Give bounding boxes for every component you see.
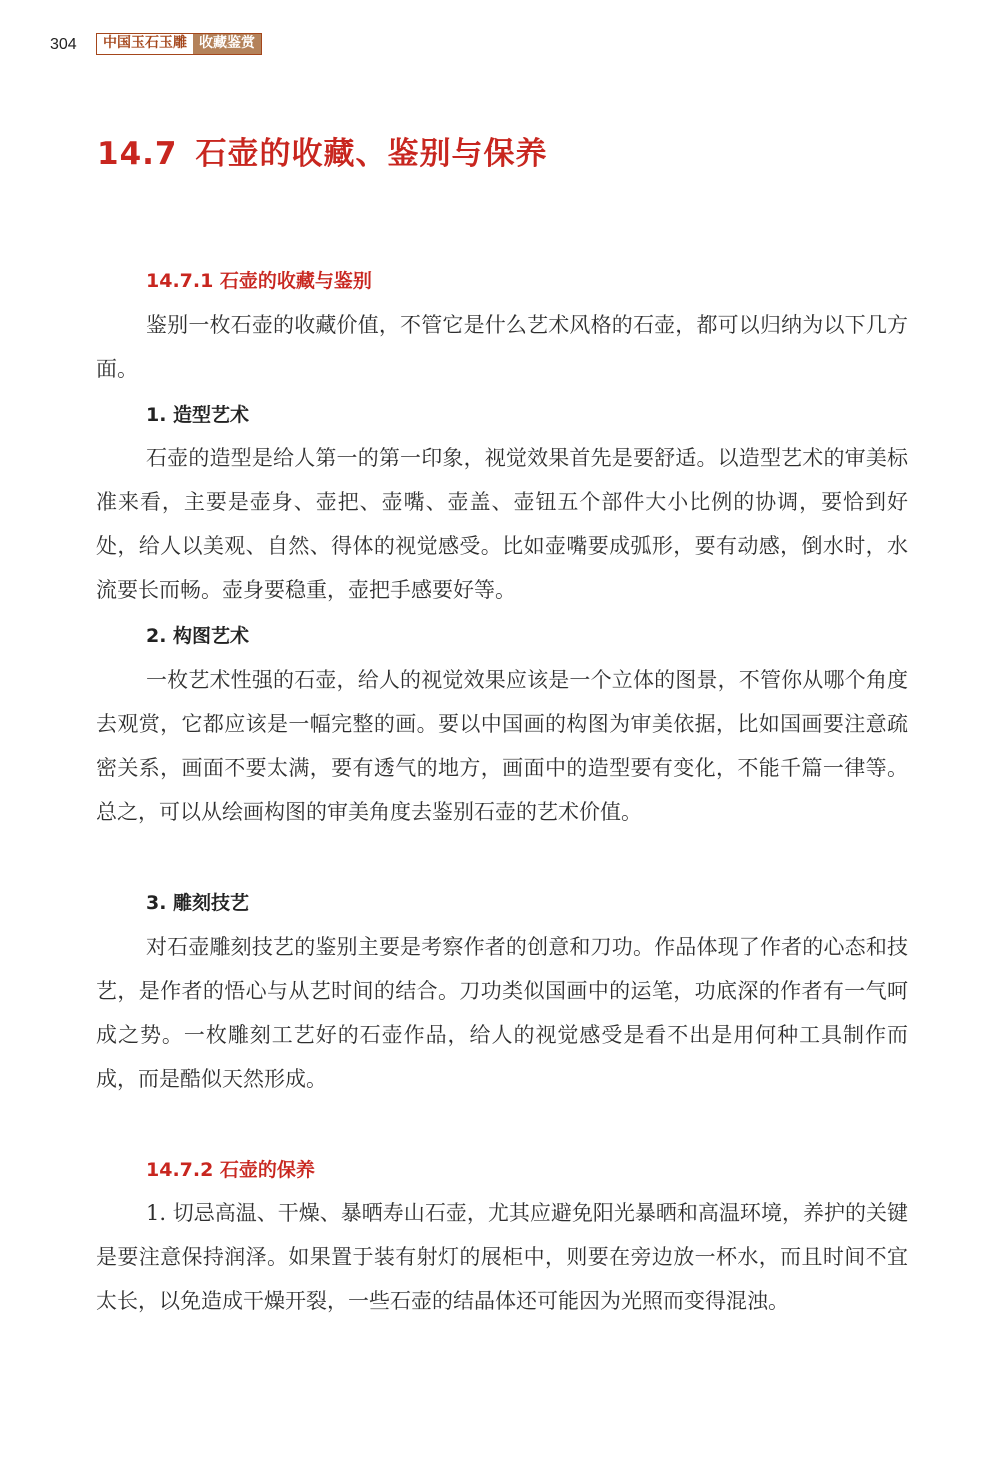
chapter-title-text: 石壶的收藏、鉴别与保养	[195, 136, 548, 172]
series-title: 中国玉石玉雕	[97, 34, 193, 54]
running-header	[96, 33, 262, 55]
paragraph: 1. 切忌高温、干燥、暴晒寿山石壶，尤其应避免阳光暴晒和高温环境，养护的关键是要注意保持润泽。如果置于装有射灯的展柜中，则要在旁边放一杯水，而且时间不宜太长，以免造成干燥开裂，一些石壶的结晶体还可能因为光照而变得混浊。	[96, 1201, 908, 1313]
paragraph: 石壶的造型是给人第一的第一印象，视觉效果首先是要舒适。以造型艺术的审美标准来看，主要是壶身、壶把、壶嘴、壶盖、壶钮五个部件大小比例的协调，要恰到好处，给人以美观、自然、得体的视觉感受。比如壶嘴要成弧形，要有动感，倒水时，水流要长而畅。壶身要稳重，壶把手感要好等。	[96, 446, 908, 602]
paragraph: 对石壶雕刻技艺的鉴别主要是考察作者的创意和刀功。作品体现了作者的心态和技艺，是作者的悟心与从艺时间的结合。刀功类似国画中的运笔，功底深的作者有一气呵成之势。一枚雕刻工艺好的石壶作品，给人的视觉感受是看不出是用何种工具制作而成，而是酷似天然形成。	[96, 935, 908, 1091]
sub-heading: 2. 构图艺术	[146, 625, 250, 647]
chapter-title	[97, 128, 548, 173]
page-number: 304	[50, 36, 77, 53]
paragraph: 鉴别一枚石壶的收藏价值，不管它是什么艺术风格的石壶，都可以归纳为以下几方面。	[96, 313, 908, 381]
section-heading: 14.7.2 石壶的保养	[146, 1159, 315, 1181]
paragraph: 一枚艺术性强的石壶，给人的视觉效果应该是一个立体的图景，不管你从哪个角度去观赏，它都应该是一幅完整的画。要以中国画的构图为审美依据，比如国画要注意疏密关系，画面不要太满，要有透气的地方，画面中的造型要有变化，不能千篇一律等。总之，可以从绘画构图的审美角度去鉴别石壶的艺术价值。	[96, 668, 908, 824]
section-heading: 14.7.1 石壶的收藏与鉴别	[146, 270, 372, 292]
chapter-number: 14.7	[97, 136, 178, 172]
volume-title: 收藏鉴赏	[193, 34, 261, 54]
sub-heading: 3. 雕刻技艺	[146, 892, 250, 914]
sub-heading: 1. 造型艺术	[146, 404, 250, 426]
